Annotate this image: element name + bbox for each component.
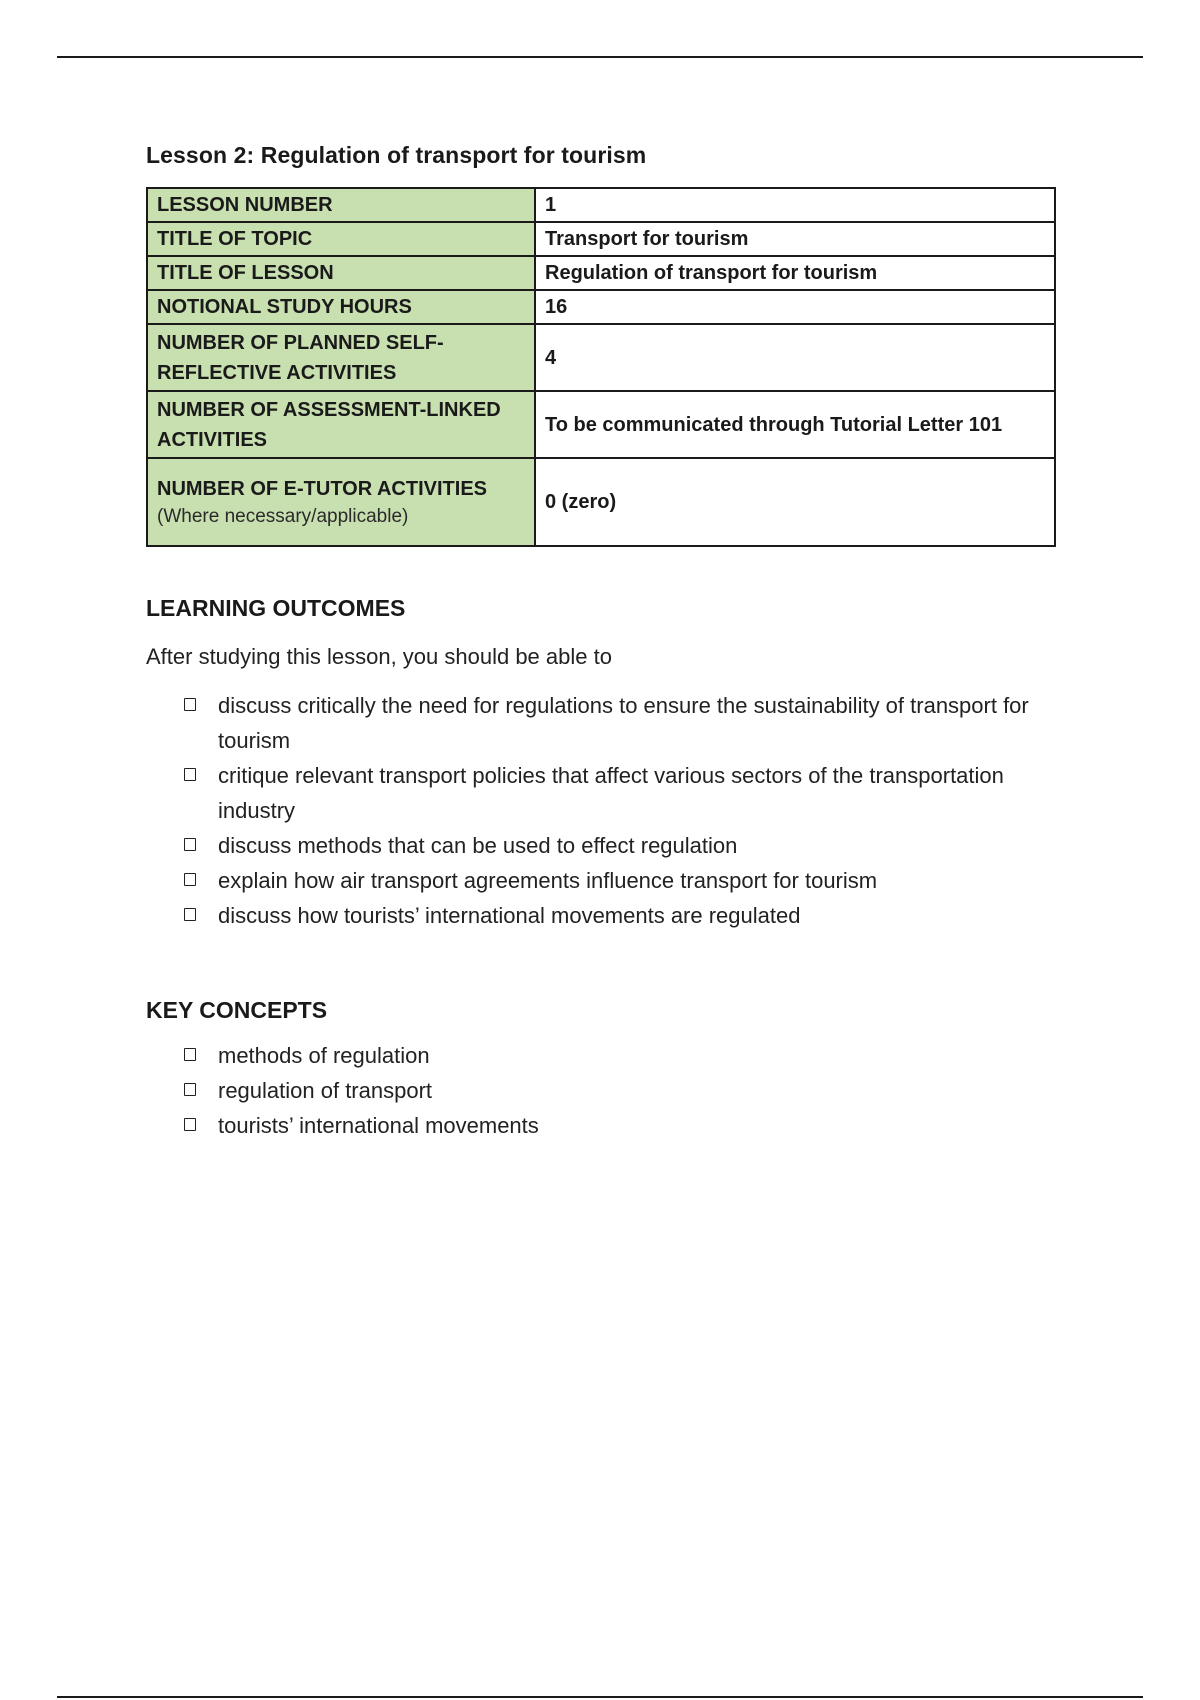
learning-outcomes-intro: After studying this lesson, you should be able to [146,644,612,669]
table-value-cell: 16 [535,290,1055,324]
checkbox-icon [184,1048,196,1061]
table-value-cell: 4 [535,324,1055,391]
table-row [147,458,1055,546]
checkbox-icon [184,698,196,711]
list-item [184,863,1056,898]
learning-outcomes-heading: LEARNING OUTCOMES [146,595,406,621]
key-concepts-heading: KEY CONCEPTS [146,997,328,1023]
list-item-text: tourists’ international movements [218,1113,539,1138]
list-item [184,758,1056,828]
table-value-cell: 1 [535,188,1055,222]
table-row [147,222,1055,256]
table-row [147,188,1055,222]
list-item-text: discuss how tourists’ international movements are regulated [218,903,801,928]
table-label-cell: TITLE OF LESSON [147,256,535,290]
checkbox-icon [184,1118,196,1131]
table-label-text: NUMBER OF E-TUTOR ACTIVITIES [157,478,487,500]
table-value-cell: Regulation of transport for tourism [535,256,1055,290]
list-item [184,898,1056,933]
list-item [184,688,1056,758]
checkbox-icon [184,873,196,886]
checkbox-icon [184,768,196,781]
lesson-heading: Lesson 2: Regulation of transport for tourism [146,142,647,168]
table-label-cell: NUMBER OF PLANNED SELF-REFLECTIVE ACTIVITIES [147,324,535,391]
checkbox-icon [184,838,196,851]
footer-rule [57,1696,1143,1698]
page-content [146,142,1056,1143]
list-item-text: regulation of transport [218,1078,433,1103]
table-label-cell: LESSON NUMBER [147,188,535,222]
list-item-text: methods of regulation [218,1043,430,1068]
table-value-cell: 0 (zero) [535,458,1055,546]
table-row [147,324,1055,391]
table-label-cell: NOTIONAL STUDY HOURS [147,290,535,324]
list-item-text: discuss critically the need for regulations to ensure the sustainability of transport for tourism [218,693,1029,753]
list-item [184,1073,1056,1108]
table-label-cell [147,458,535,546]
table-label-cell: NUMBER OF ASSESSMENT-LINKED ACTIVITIES [147,391,535,458]
list-item-text: discuss methods that can be used to effect regulation [218,833,738,858]
checkbox-icon [184,908,196,921]
list-item [184,828,1056,863]
table-label-cell: TITLE OF TOPIC [147,222,535,256]
list-item [184,1108,1056,1143]
key-concepts-list [146,1038,1056,1143]
list-item-text: explain how air transport agreements influence transport for tourism [218,868,878,893]
list-item [184,1038,1056,1073]
table-value-cell: Transport for tourism [535,222,1055,256]
list-item-text: critique relevant transport policies that affect various sectors of the transportation industry [218,763,1004,823]
table-value-cell: To be communicated through Tutorial Letter 101 [535,391,1055,458]
lesson-info-table [146,187,1056,547]
table-row [147,290,1055,324]
header-rule [57,56,1143,58]
learning-outcomes-list [146,688,1056,933]
table-label-note: (Where necessary/applicable) [157,506,409,527]
table-row [147,256,1055,290]
checkbox-icon [184,1083,196,1096]
table-row [147,391,1055,458]
